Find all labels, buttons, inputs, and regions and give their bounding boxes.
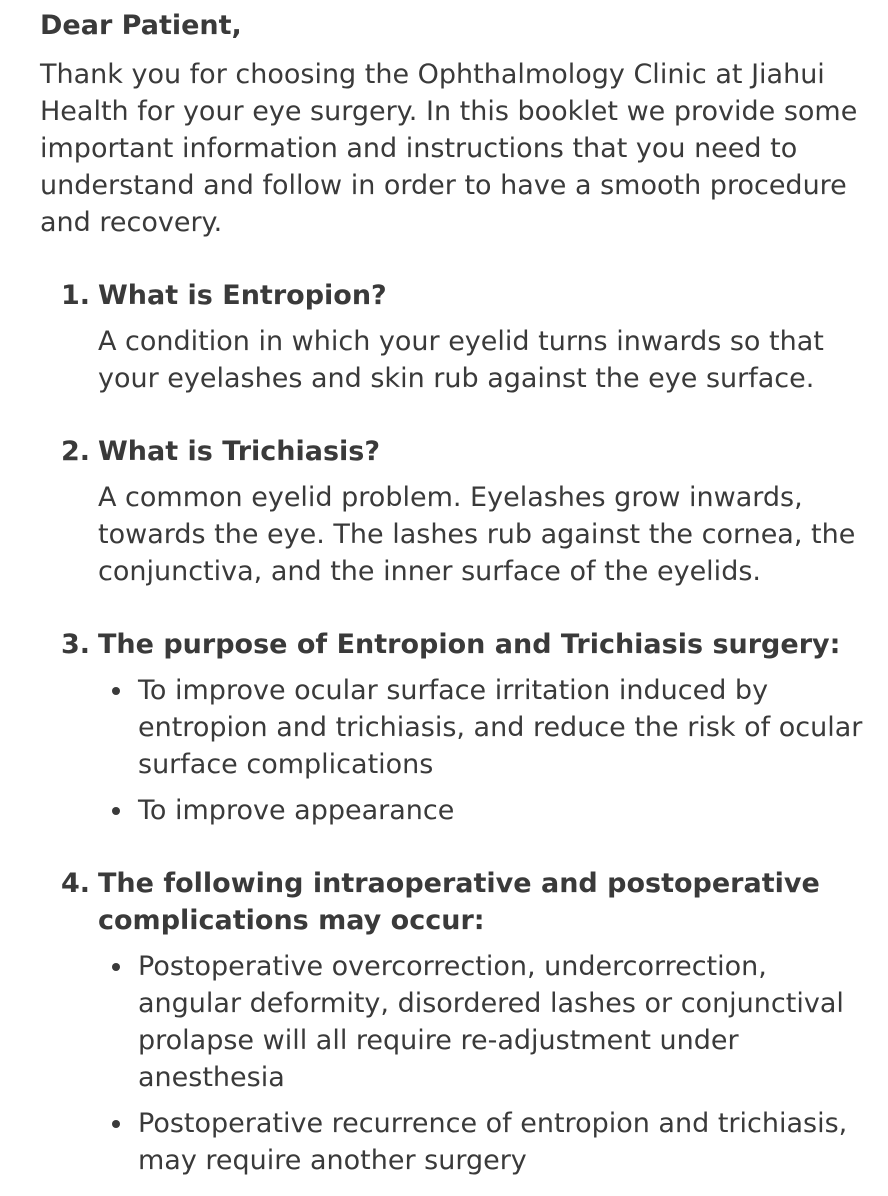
complications-bullet-list <box>98 948 878 1179</box>
section-body: A common eyelid problem. Eyelashes grow inwards, towards the eye. The lashes rub against the cornea, the conjunctiva, and the inner surface of the eyelids. <box>98 482 856 587</box>
section-number: 3. <box>61 629 91 660</box>
section-title: What is Entropion? <box>98 280 387 311</box>
section-entropion <box>40 277 878 397</box>
purpose-bullet-list <box>98 672 878 829</box>
greeting: Dear Patient, <box>40 10 242 41</box>
section-title: The purpose of Entropion and Trichiasis surgery: <box>98 629 841 660</box>
section-number: 1. <box>61 280 91 311</box>
bullet-item: To improve appearance <box>98 792 878 829</box>
section-complications <box>40 865 878 1179</box>
section-number: 2. <box>61 436 91 467</box>
bullet-item: Postoperative recurrence of entropion and trichiasis, may require another surgery <box>98 1105 878 1179</box>
section-trichiasis <box>40 433 878 590</box>
bullet-item: To improve ocular surface irritation induced by entropion and trichiasis, and reduce the risk of ocular surface complications <box>98 672 878 783</box>
section-number: 4. <box>61 868 91 899</box>
section-body: A condition in which your eyelid turns inwards so that your eyelashes and skin rub against the eye surface. <box>98 326 824 394</box>
intro-paragraph: Thank you for choosing the Ophthalmology Clinic at Jiahui Health for your eye surgery. In this booklet we provide some important information and instructions that you need to understand and follow in order to have a smooth procedure and recovery. <box>40 59 858 238</box>
sections-list <box>40 277 868 1179</box>
section-title: The following intraoperative and postoperative complications may occur: <box>98 868 820 936</box>
section-title: What is Trichiasis? <box>98 436 381 467</box>
section-surgery-purpose <box>40 626 878 829</box>
bullet-item: Postoperative overcorrection, undercorrection, angular deformity, disordered lashes or conjunctival prolapse will all require re-adjustment under anesthesia <box>98 948 878 1096</box>
